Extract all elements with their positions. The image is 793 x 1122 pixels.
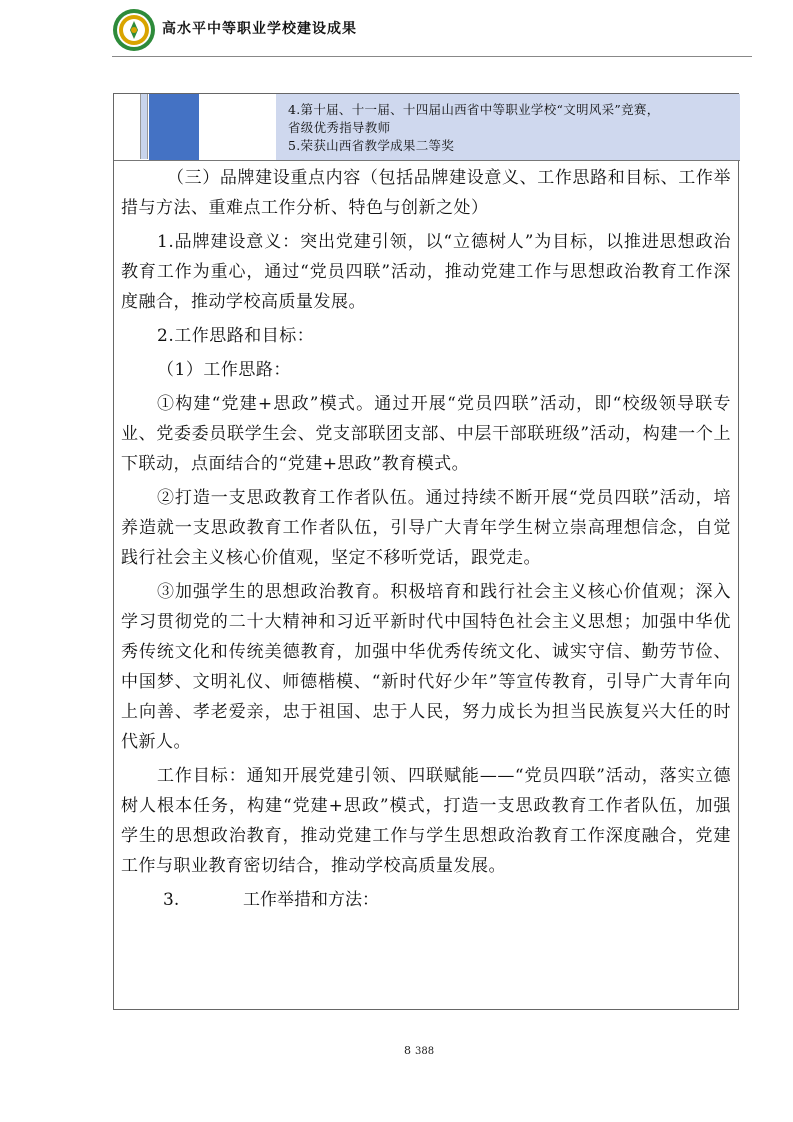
award-line-1: 4.第十届、十一届、十四届山西省中等职业学校“文明风采”竞赛， [288,102,660,117]
work-goals: 工作目标：通知开展党建引领、四联赋能——“党员四联”活动，落实立德树人根本任务，构建“党建+思政”模式，打造一支思政教育工作者队伍，加强学生的思想政治教育，推动党建工作与学生思想政治教育工作深度融合，党建工作与职业教育密切结合，推动学校高质量发展。 [121,766,731,876]
header-title: 高水平中等职业学校建设成果 [162,21,357,37]
ideas-goals-heading: 2.工作思路和目标： [157,326,315,346]
page-header [0,0,793,60]
award-line-3: 5.荣获山西省教学成果二等奖 [288,138,455,153]
measures-heading [121,885,731,915]
measures-text: 工作举措和方法： [243,890,379,910]
header-divider [112,56,752,57]
page-total: 388 [415,1046,435,1057]
measures-number: 3. [163,890,180,910]
award-line-2: 省级优秀指导教师 [288,120,391,135]
work-ideas-heading: （1）工作思路： [157,360,291,380]
brand-significance: 1.品牌建设意义：突出党建引领，以“立德树人”为目标，以推进思想政治教育工作为重心，通过“党员四联”活动，推动党建工作与思想政治教育工作深度融合，推动学校高质量发展。 [121,232,731,312]
table-left-bar [140,94,148,159]
idea-2: ②打造一支思政教育工作者队伍。通过持续不断开展“党员四联”活动，培养造就一支思政教育工作者队伍，引导广大青年学生树立崇高理想信念，自觉践行社会主义核心价值观，坚定不移听党话，跟党走。 [121,488,731,568]
awards-cell [276,94,740,160]
page-number [404,1044,434,1057]
table-bottom-rule [114,160,740,161]
document-body [121,163,731,915]
section-heading: （三）品牌建设重点内容（包括品牌建设意义、工作思路和目标、工作举措与方法、重难点工作分析、特色与创新之处） [121,168,731,218]
school-logo-icon [112,8,156,52]
table-blue-block [149,94,199,160]
page-current: 8 [404,1044,411,1057]
idea-3: ③加强学生的思想政治教育。积极培育和践行社会主义核心价值观；深入学习贯彻党的二十大精神和习近平新时代中国特色社会主义思想；加强中华优秀传统文化和传统美德教育，加强中华优秀传统文化、诚实守信、勤劳节俭、中国梦、文明礼仪、师德楷模、“新时代好少年”等宣传教育，引导广大青年向上向善、孝老爱亲，忠于祖国、忠于人民，努力成长为担当民族复兴大任的时代新人。 [121,582,731,752]
idea-1: ①构建“党建+思政”模式。通过开展“党员四联”活动，即“校级领导联专业、党委委员联学生会、党支部联团支部、中层干部联班级”活动，构建一个上下联动，点面结合的“党建+思政”教育模式。 [121,394,731,474]
